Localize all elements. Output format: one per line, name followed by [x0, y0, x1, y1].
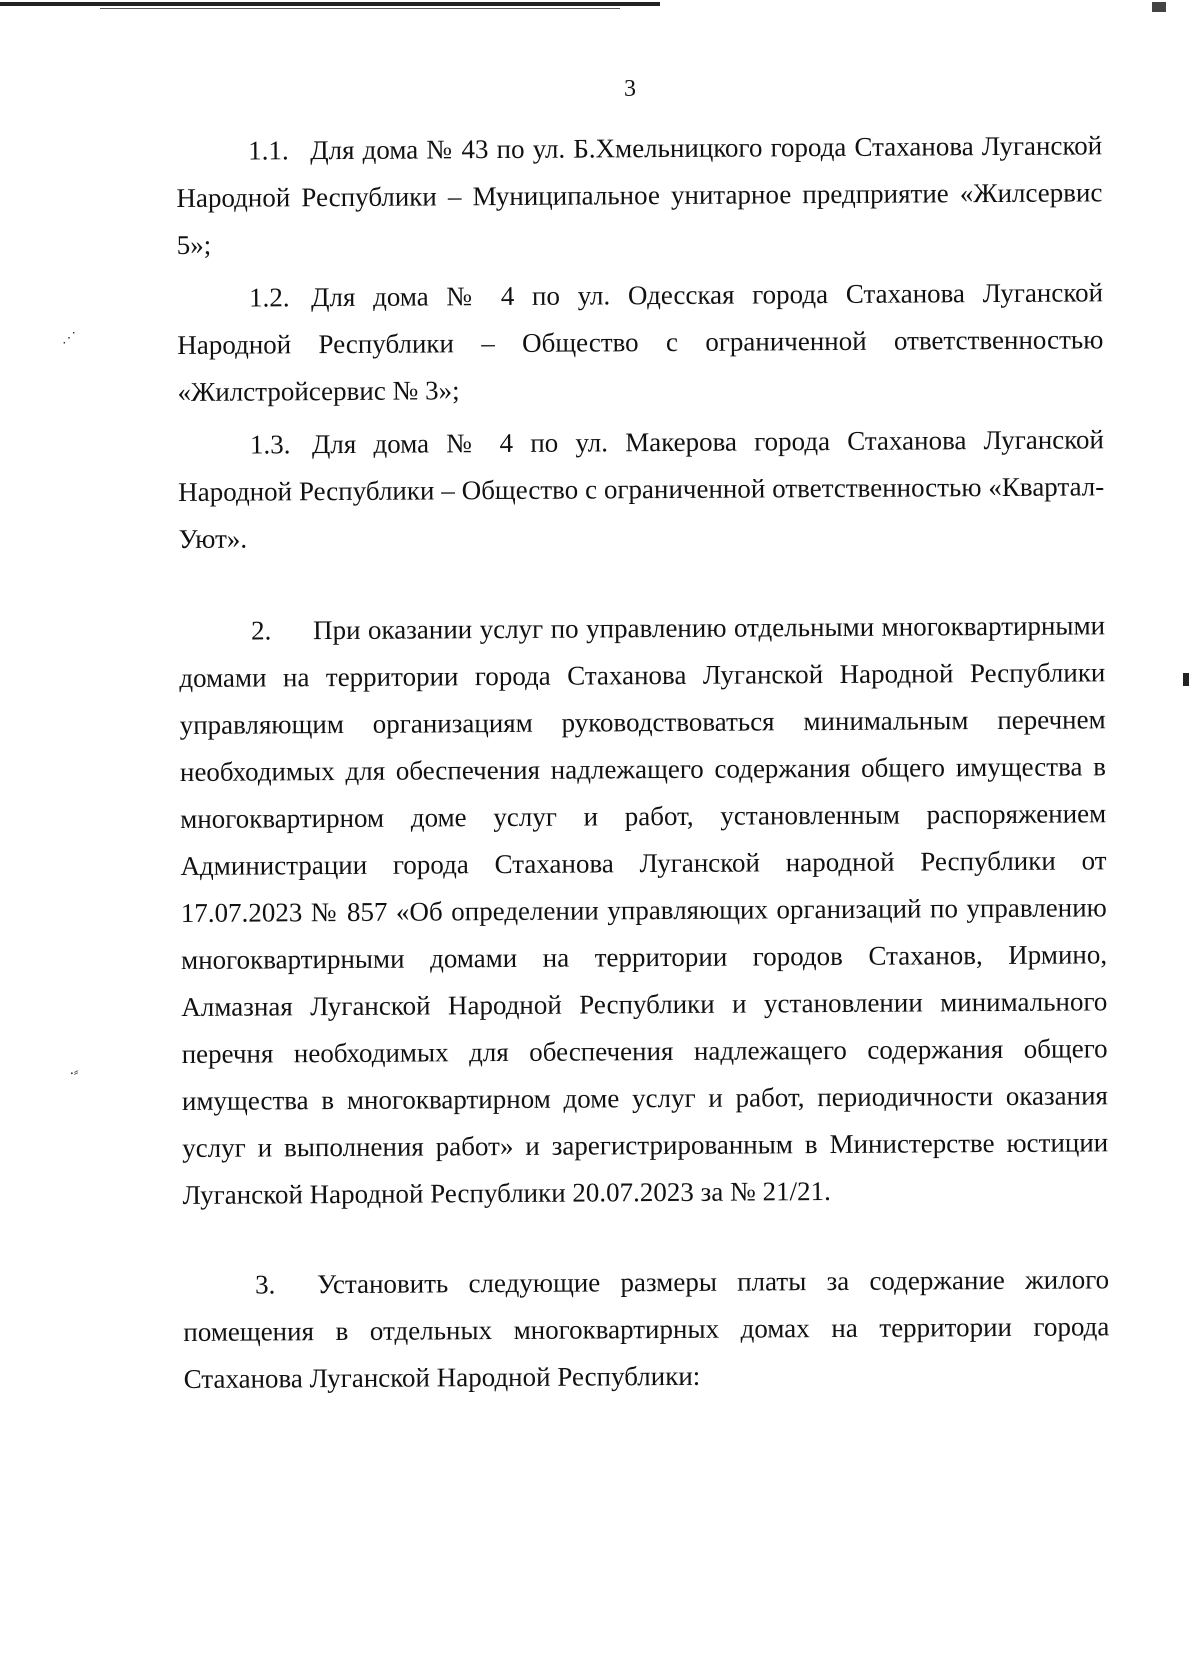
paragraph-number: 3. [254, 1269, 276, 1300]
paragraph-gap [179, 557, 1105, 608]
paragraph-number: 1.3. [249, 429, 291, 460]
paragraph-3 [183, 1256, 1110, 1403]
paragraph-text: Установить следующие размеры платы за содержание жилого помещения в отдельных многоквартирных домах на территории города Стаханова Луганской Народной Республики: [183, 1264, 1110, 1394]
paragraph-text: При оказании услуг по управлению отдельными многоквартирными домами на территории города Стаханова Луганской Народной Республики управляющим организациям руководствоваться минимальным перечнем необходимых для обеспечения надлежащего содержания общего имущества в многоквартирном доме услуг и работ, установленным распоряжением Администрации города Стаханова Луганской народной Республики от 17.07.2023 № 857 «Об определении управляющих организаций по управлению многоквартирными домами на территории городов Стаханов, Ирмино, Алмазная Луганской Народной Республики и установлении минимального перечня необходимых для обеспечения надлежащего содержания общего имущества в многоквартирном доме услуг и работ, периодичности оказания услуг и выполнения работ» и зарегистрированным в Министерстве юстиции Луганской Народной Республики 20.07.2023 за № 21/21. [179, 610, 1109, 1210]
paragraph-1-1 [176, 122, 1103, 269]
scan-speck: ⸳⸗ [70, 1065, 79, 1080]
paragraph-number: 1.1. [248, 135, 289, 166]
paragraph-number: 2. [250, 615, 272, 646]
scan-margin-mark [1183, 673, 1189, 686]
paragraph-text: Для дома № 4 по ул. Одесская города Стаханова Луганской Народной Республики – Общество с ограниченной ответственностью «Жилстройсервис № 3»; [177, 277, 1104, 407]
paragraph-number: 1.2. [248, 282, 290, 313]
scan-corner-mark [1152, 2, 1166, 12]
document-body [176, 122, 1110, 1403]
scan-edge-line-thin [100, 8, 620, 9]
paragraph-text: Для дома № 43 по ул. Б.Хмельницкого города Стаханова Луганской Народной Республики – Муниципальное унитарное предприятие «Жилсервис 5»; [176, 130, 1103, 260]
scan-speck: ⋰ [62, 331, 76, 346]
paragraph-2 [179, 602, 1109, 1219]
paragraph-1-2 [177, 269, 1104, 416]
scan-edge-line [0, 2, 660, 6]
paragraph-gap [183, 1213, 1109, 1262]
page-number: 3 [624, 76, 636, 102]
paragraph-1-3 [178, 416, 1105, 563]
paragraph-text: Для дома № 4 по ул. Макерова города Стаханова Луганской Народной Республики – Общество с ограниченной ответственностью «Квартал-Уют». [178, 424, 1105, 554]
